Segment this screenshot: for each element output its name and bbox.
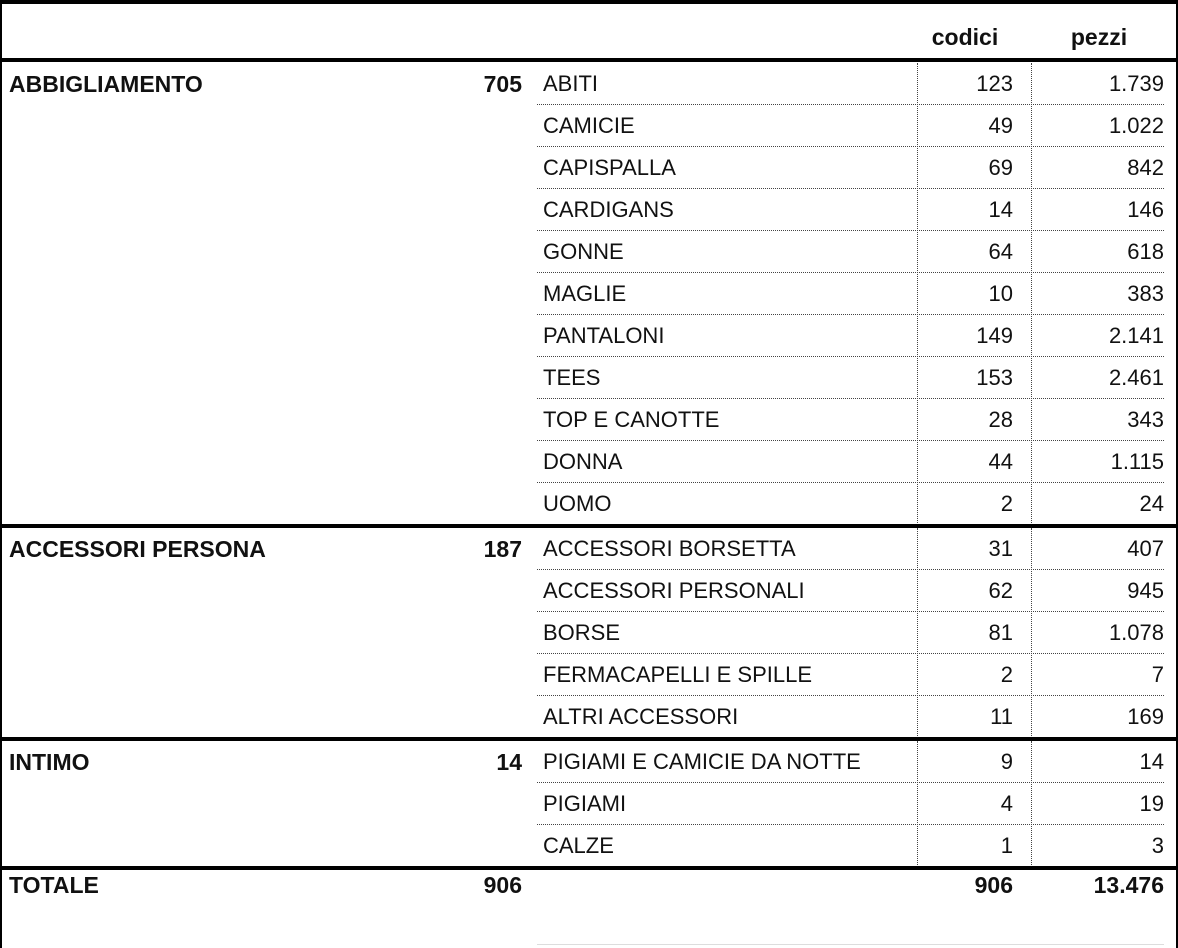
- pezzi-cell: 19: [1139, 791, 1164, 816]
- category-cell: CARDIGANS: [543, 197, 674, 222]
- total-codici: 906: [974, 872, 1013, 898]
- codici-cell: 153: [976, 365, 1013, 390]
- codici-cell: 28: [988, 407, 1013, 432]
- pezzi-cell: 7: [1151, 662, 1164, 687]
- group-count: 187: [483, 536, 522, 562]
- table-row: [537, 63, 1164, 105]
- table-row: [537, 654, 1164, 696]
- table-row: [537, 696, 1164, 738]
- table-row: [537, 357, 1164, 399]
- column-separator: [1031, 741, 1032, 867]
- codici-cell: 31: [988, 536, 1013, 561]
- pezzi-cell: 14: [1139, 749, 1164, 774]
- table-row: [537, 528, 1164, 570]
- category-cell: TEES: [543, 365, 601, 390]
- category-cell: DONNA: [543, 449, 623, 474]
- category-cell: TOP E CANOTTE: [543, 407, 720, 432]
- category-cell: ACCESSORI BORSETTA: [543, 536, 796, 561]
- pezzi-cell: 2.461: [1108, 365, 1164, 390]
- bottom-faint-line: [537, 944, 1164, 945]
- left-border: [0, 2, 2, 948]
- pezzi-cell: 407: [1127, 536, 1164, 561]
- pezzi-cell: 945: [1127, 578, 1164, 603]
- category-cell: ACCESSORI PERSONALI: [543, 578, 805, 603]
- codici-cell: 62: [988, 578, 1013, 603]
- column-separator: [917, 528, 918, 738]
- column-separator: [917, 63, 918, 525]
- top-border: [0, 0, 1178, 4]
- table-row: [537, 399, 1164, 441]
- pezzi-cell: 1.078: [1108, 620, 1164, 645]
- table-row: [537, 147, 1164, 189]
- pezzi-cell: 1.115: [1110, 449, 1164, 474]
- group-name: ABBIGLIAMENTO: [9, 71, 203, 97]
- table-row: [537, 189, 1164, 231]
- pezzi-cell: 1.739: [1108, 71, 1164, 96]
- table-row: [537, 570, 1164, 612]
- codici-cell: 9: [1000, 749, 1013, 774]
- group-divider: [0, 866, 1178, 870]
- header-divider: [0, 58, 1178, 62]
- category-cell: CALZE: [543, 833, 614, 858]
- codici-cell: 81: [988, 620, 1013, 645]
- table-row: [537, 783, 1164, 825]
- pezzi-cell: 2.141: [1108, 323, 1164, 348]
- column-separator: [1031, 528, 1032, 738]
- table-row: [537, 612, 1164, 654]
- table-row: [537, 105, 1164, 147]
- codici-cell: 149: [976, 323, 1013, 348]
- category-cell: UOMO: [543, 491, 612, 516]
- codici-cell: 64: [988, 239, 1013, 264]
- table-row: [537, 741, 1164, 783]
- pezzi-cell: 24: [1139, 491, 1164, 516]
- codici-cell: 4: [1000, 791, 1013, 816]
- pezzi-cell: 842: [1127, 155, 1164, 180]
- group-name: INTIMO: [9, 749, 90, 775]
- table-row: [537, 231, 1164, 273]
- category-cell: ALTRI ACCESSORI: [543, 704, 739, 729]
- category-cell: PANTALONI: [543, 323, 665, 348]
- category-cell: BORSE: [543, 620, 621, 645]
- header-pezzi: pezzi: [1070, 24, 1128, 50]
- category-cell: PIGIAMI E CAMICIE DA NOTTE: [543, 749, 861, 774]
- codici-cell: 123: [976, 71, 1013, 96]
- codici-cell: 10: [988, 281, 1013, 306]
- table-row: [537, 825, 1164, 867]
- pezzi-cell: 3: [1151, 833, 1164, 858]
- category-cell: MAGLIE: [543, 281, 627, 306]
- pezzi-cell: 343: [1127, 407, 1164, 432]
- pezzi-cell: 146: [1127, 197, 1164, 222]
- codici-cell: 11: [990, 704, 1013, 729]
- pezzi-cell: 618: [1127, 239, 1164, 264]
- category-cell: ABITI: [543, 71, 599, 96]
- category-cell: GONNE: [543, 239, 624, 264]
- total-count: 906: [483, 872, 522, 898]
- total-pezzi: 13.476: [1093, 872, 1164, 898]
- column-separator: [1031, 63, 1032, 525]
- category-cell: PIGIAMI: [543, 791, 627, 816]
- column-separator: [917, 741, 918, 867]
- codici-cell: 2: [1000, 491, 1013, 516]
- category-cell: CAPISPALLA: [543, 155, 676, 180]
- codici-cell: 14: [988, 197, 1013, 222]
- header-codici: codici: [931, 24, 999, 50]
- table-row: [537, 441, 1164, 483]
- category-cell: FERMACAPELLI E SPILLE: [543, 662, 812, 687]
- codici-cell: 1: [1000, 833, 1013, 858]
- category-cell: CAMICIE: [543, 113, 635, 138]
- codici-cell: 2: [1000, 662, 1013, 687]
- pezzi-cell: 383: [1127, 281, 1164, 306]
- pezzi-cell: 169: [1127, 704, 1164, 729]
- codici-cell: 69: [988, 155, 1013, 180]
- pezzi-cell: 1.022: [1108, 113, 1164, 138]
- table-row: [537, 273, 1164, 315]
- table-row: [537, 483, 1164, 525]
- codici-cell: 44: [988, 449, 1013, 474]
- group-count: 14: [496, 749, 522, 775]
- group-count: 705: [483, 71, 522, 97]
- total-label: TOTALE: [9, 872, 99, 898]
- group-name: ACCESSORI PERSONA: [9, 536, 266, 562]
- table-row: [537, 315, 1164, 357]
- codici-cell: 49: [988, 113, 1013, 138]
